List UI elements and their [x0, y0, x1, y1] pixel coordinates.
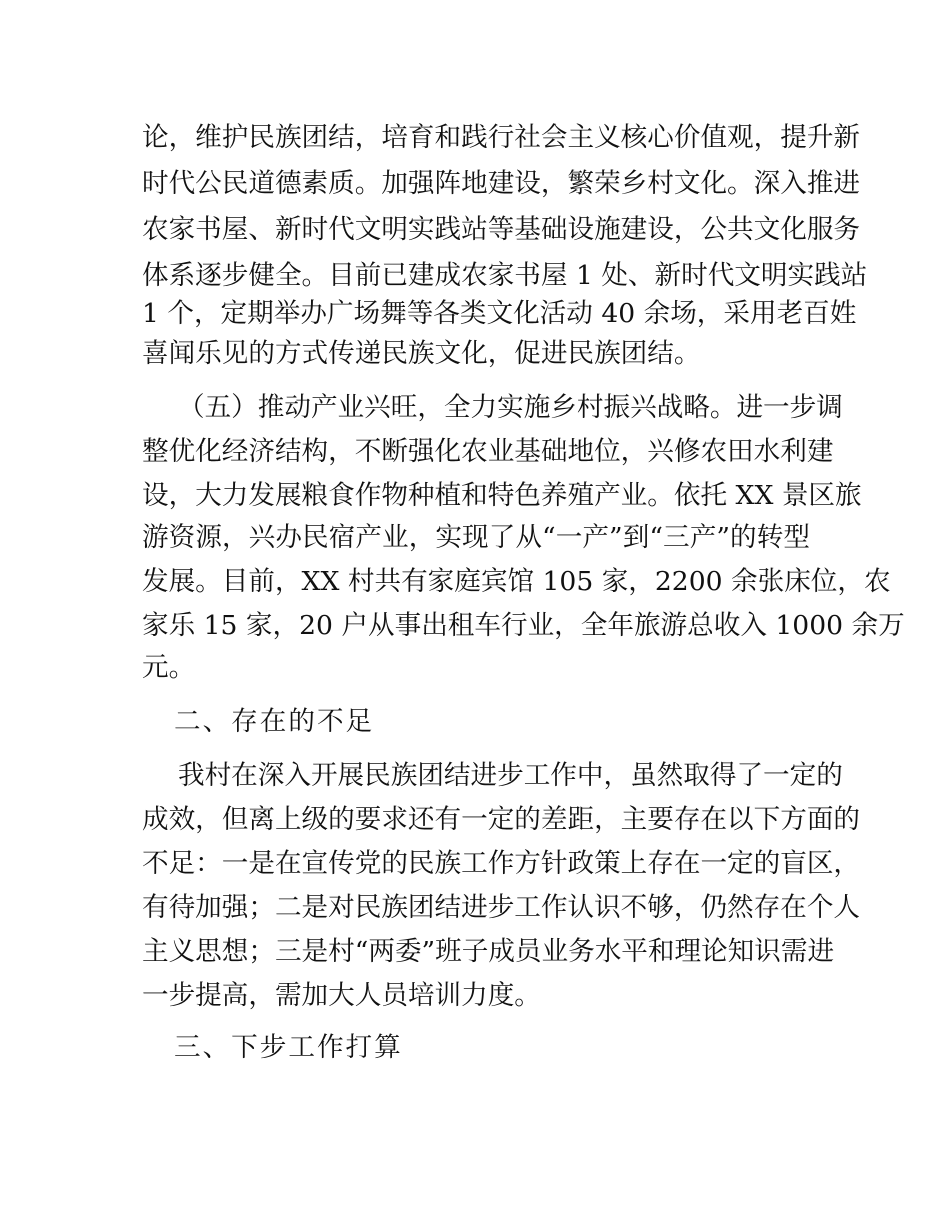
text-line: 有待加强；二是对民族团结进步工作认识不够，仍然存在个人 [142, 892, 861, 923]
text-line: 设，大力发展粮食作物种植和特色养殖产业。依托 XX 景区旅 [142, 480, 862, 511]
text-line: 论，维护民族团结，培育和践行社会主义核心价值观，提升新 [142, 122, 861, 153]
text-line: 一步提高，需加大人员培训力度。 [142, 980, 541, 1011]
text-line: 家乐 15 家，20 户从事出租车行业，全年旅游总收入 1000 余万 [142, 610, 905, 641]
text-line: 我村在深入开展民族团结进步工作中，虽然取得了一定的 [178, 760, 843, 791]
text-line: 成效，但离上级的要求还有一定的差距，主要存在以下方面的 [142, 804, 861, 835]
text-line: 游资源，兴办民宿产业，实现了从“一产”到“三产”的转型 [142, 522, 810, 553]
text-line: 主义思想；三是村“两委”班子成员业务水平和理论知识需进 [142, 936, 835, 967]
text-line: 体系逐步健全。目前已建成农家书屋 1 处、新时代文明实践站 [142, 260, 868, 291]
section-heading-shortcomings: 二、存在的不足 [174, 706, 375, 737]
text-line: 农家书屋、新时代文明实践站等基础设施建设，公共文化服务 [142, 214, 861, 245]
text-line: （五）推动产业兴旺，全力实施乡村振兴战略。进一步调 [178, 392, 843, 423]
text-line: 发展。目前，XX 村共有家庭宾馆 105 家，2200 余张床位，农 [142, 566, 891, 597]
text-line: 整优化经济结构，不断强化农业基础地位，兴修农田水利建 [142, 436, 834, 467]
text-line: 元。 [142, 652, 196, 683]
text-line: 喜闻乐见的方式传递民族文化，促进民族团结。 [142, 338, 701, 369]
text-line: 不足：一是在宣传党的民族工作方针政策上存在一定的盲区， [142, 848, 861, 879]
text-line: 1 个，定期举办广场舞等各类文化活动 40 余场，采用老百姓 [142, 298, 857, 329]
section-heading-next-steps: 三、下步工作打算 [174, 1032, 403, 1063]
text-line: 时代公民道德素质。加强阵地建设，繁荣乡村文化。深入推进 [142, 168, 861, 199]
